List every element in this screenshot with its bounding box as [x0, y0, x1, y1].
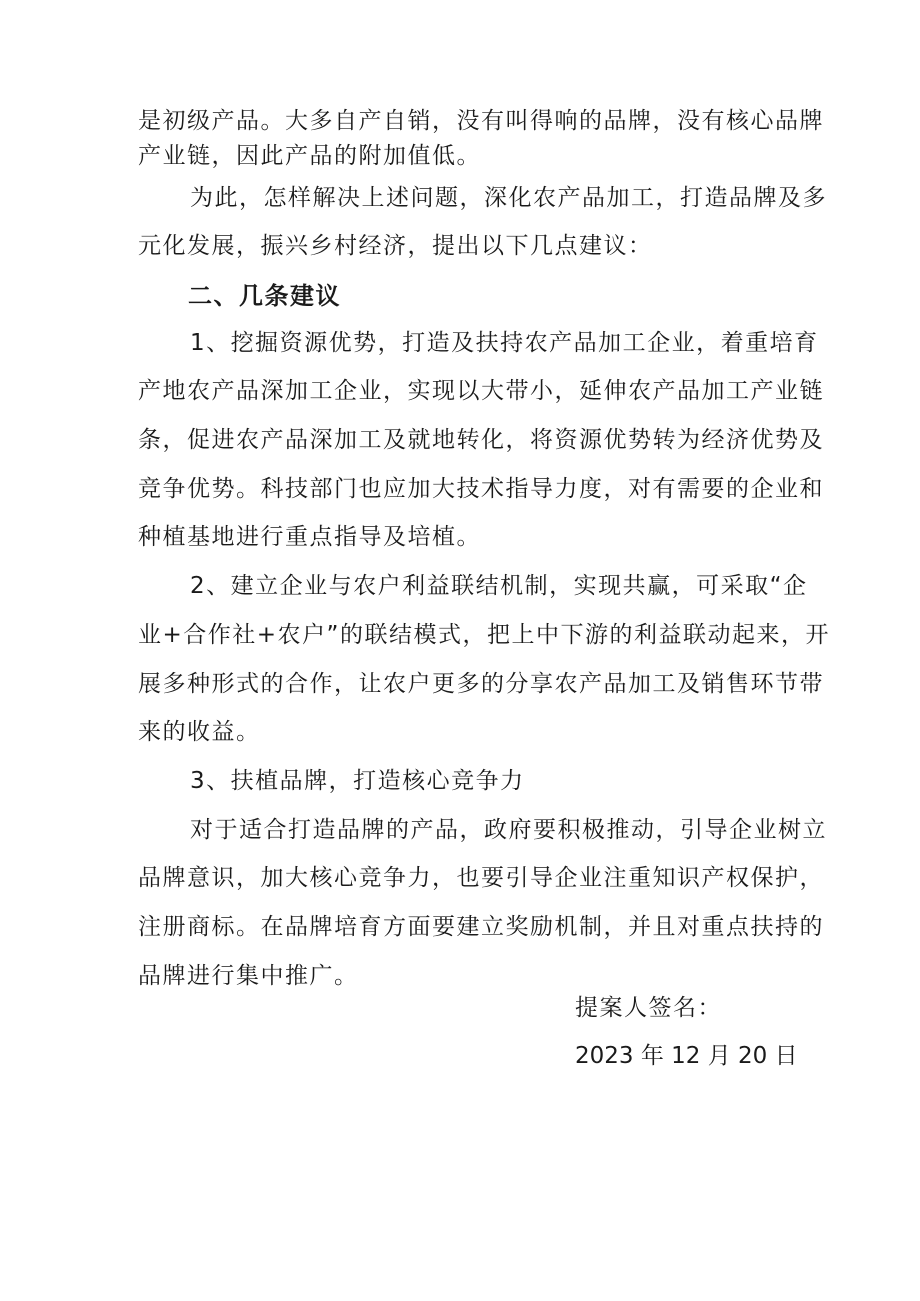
paragraph-line: 产地农产品深加工企业，实现以大带小，延伸农产品加工产业链: [138, 378, 824, 404]
paragraph-line: 品牌意识，加大核心竞争力，也要引导企业注重知识产权保护，: [138, 865, 824, 891]
paragraph-line: 为此，怎样解决上述问题，深化农产品加工，打造品牌及多: [190, 185, 827, 211]
paragraph-line: 注册商标。在品牌培育方面要建立奖励机制，并且对重点扶持的: [138, 914, 824, 940]
subsection-heading: 3、扶植品牌，打造核心竞争力: [190, 768, 525, 794]
paragraph-line: 业+合作社+农户”的联结模式，把上中下游的利益联动起来，开: [138, 622, 830, 648]
signature-label: 提案人签名：: [575, 995, 722, 1021]
paragraph-line: 竞争优势。科技部门也应加大技术指导力度，对有需要的企业和: [138, 476, 824, 502]
paragraph-line: 产业链，因此产品的附加值低。: [138, 143, 481, 169]
paragraph-line: 种植基地进行重点指导及培植。: [138, 524, 481, 550]
paragraph-line: 展多种形式的合作，让农户更多的分享农产品加工及销售环节带: [138, 671, 824, 697]
paragraph-line: 来的收益。: [138, 719, 261, 745]
paragraph-line: 品牌进行集中推广。: [138, 963, 359, 989]
paragraph-line: 1、挖掘资源优势，打造及扶持农产品加工企业，着重培育: [190, 330, 819, 356]
paragraph-line: 对于适合打造品牌的产品，政府要积极推动，引导企业树立: [190, 817, 827, 843]
section-heading: 二、几条建议: [188, 282, 341, 310]
paragraph-line: 条，促进农产品深加工及就地转化，将资源优势转为经济优势及: [138, 427, 824, 453]
date-line: 2023 年 12 月 20 日: [575, 1043, 798, 1069]
paragraph-line: 2、建立企业与农户利益联结机制，实现共赢，可采取“企: [190, 573, 808, 599]
paragraph-line: 元化发展，振兴乡村经济，提出以下几点建议：: [138, 233, 653, 259]
paragraph-line: 是初级产品。大多自产自销，没有叫得响的品牌，没有核心品牌: [138, 108, 824, 134]
